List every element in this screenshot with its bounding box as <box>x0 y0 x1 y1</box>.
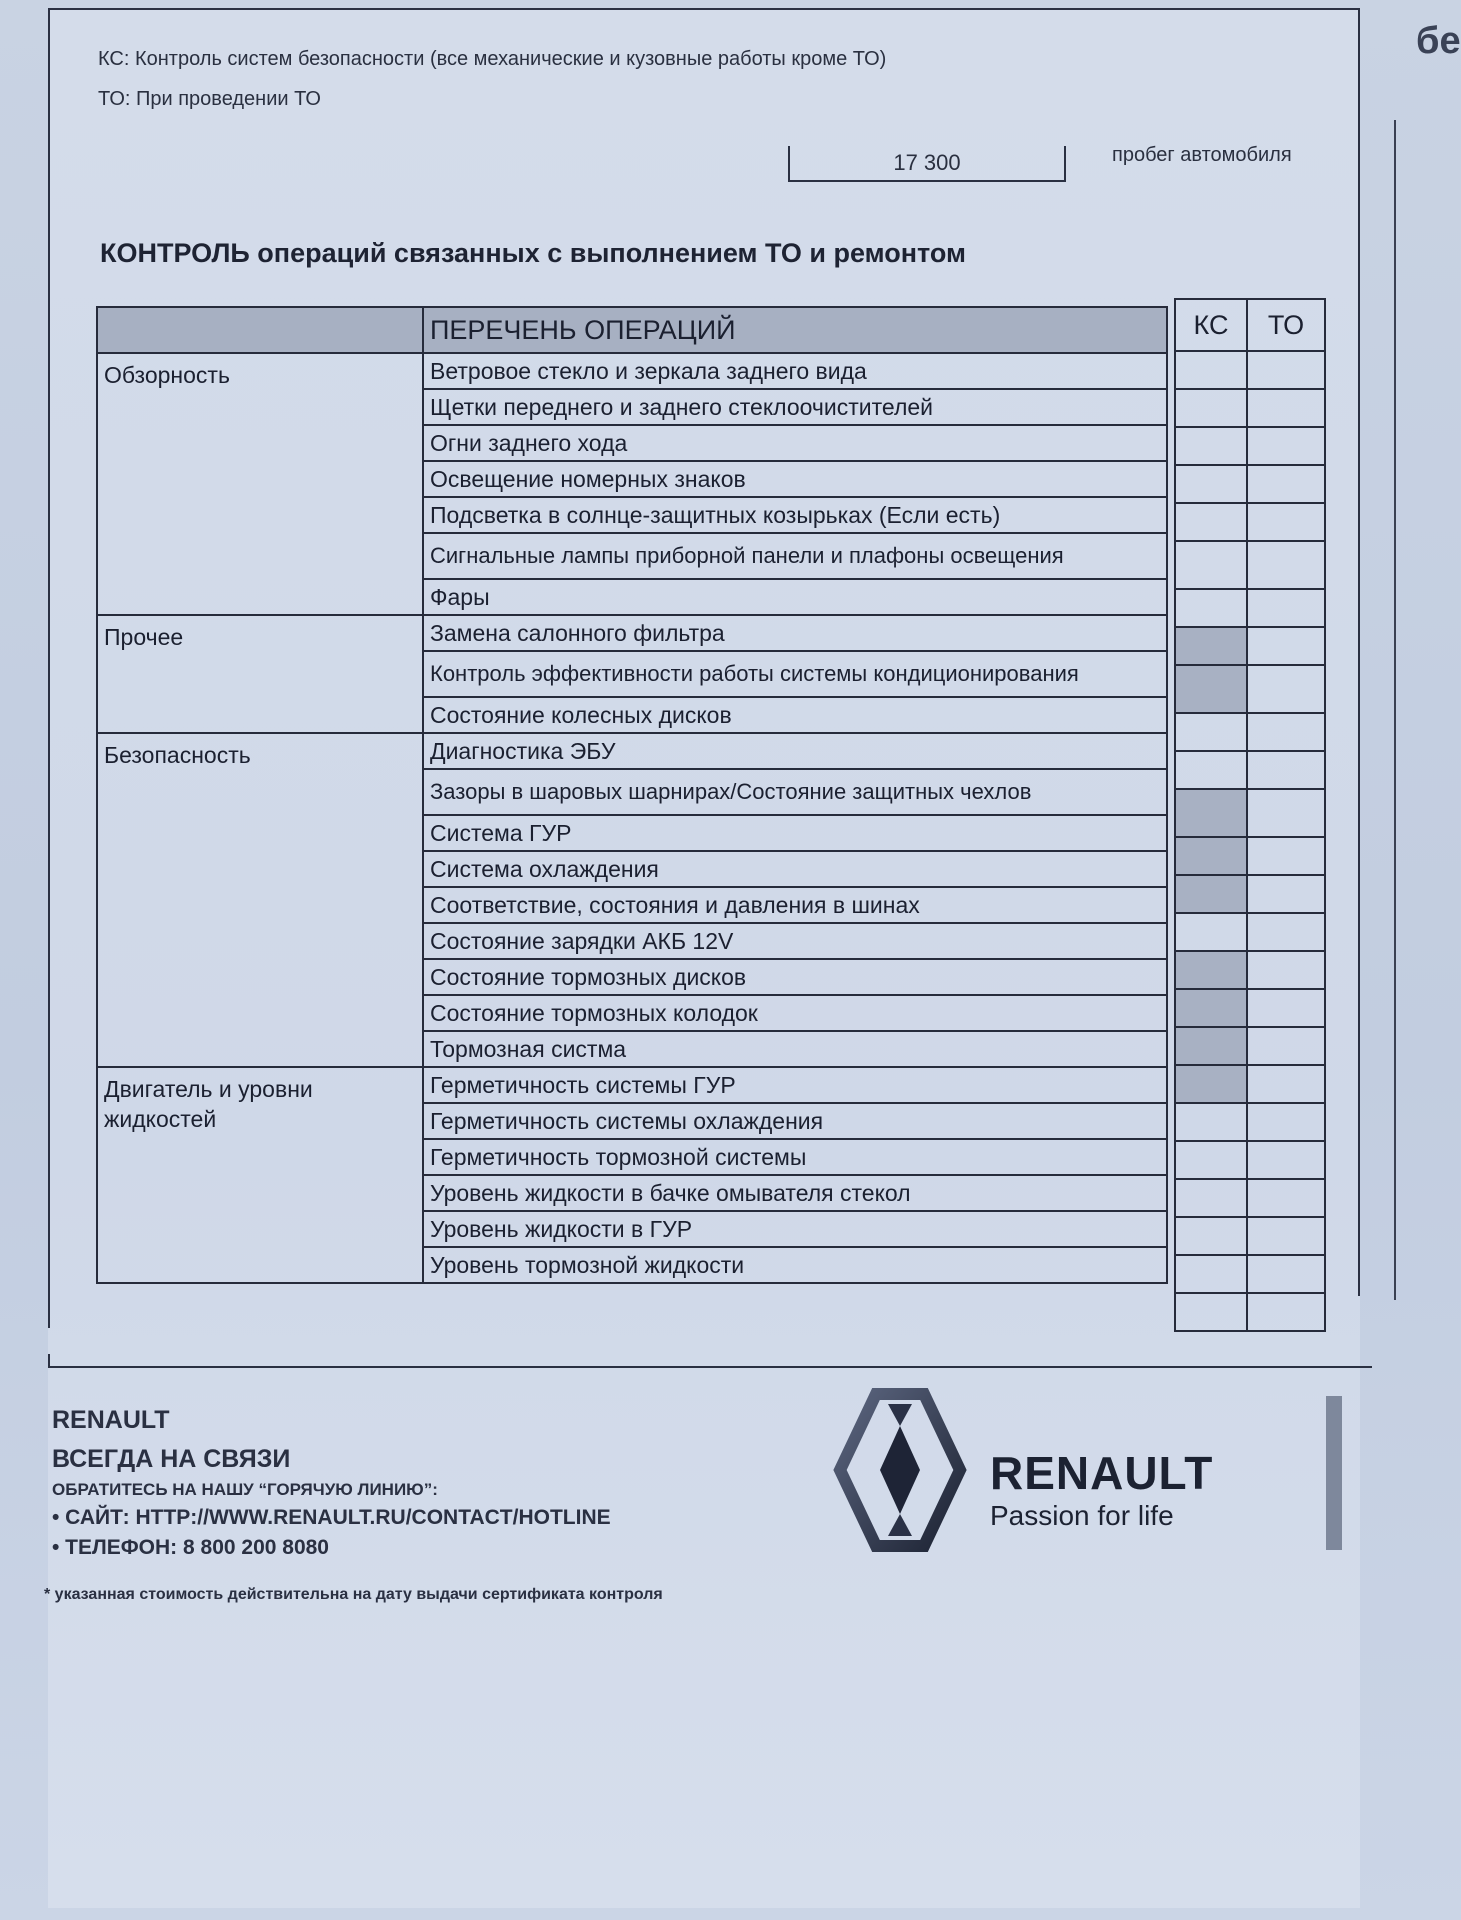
mileage-value: 17 300 <box>788 146 1066 182</box>
to-checkbox-cell[interactable] <box>1247 1293 1325 1331</box>
to-checkbox-cell[interactable] <box>1247 427 1325 465</box>
category-cell: Двигатель и уровни жидкостей <box>97 1067 423 1283</box>
operation-cell: Состояние зарядки АКБ 12V <box>423 923 1167 959</box>
to-checkbox-cell[interactable] <box>1247 1179 1325 1217</box>
to-checkbox-cell[interactable] <box>1247 751 1325 789</box>
ks-checkbox-cell[interactable] <box>1175 427 1247 465</box>
logo-side-bar <box>1326 1396 1342 1550</box>
to-checkbox-cell[interactable] <box>1247 1255 1325 1293</box>
logo-slogan: Passion for life <box>990 1500 1174 1531</box>
footer-tagline: ВСЕГДА НА СВЯЗИ <box>52 1445 291 1473</box>
renault-diamond-logo-icon <box>838 1392 962 1548</box>
check-row <box>1175 1103 1325 1141</box>
ks-checkbox-cell[interactable] <box>1175 665 1247 713</box>
operation-cell: Сигнальные лампы приборной панели и плафоны освещения <box>423 533 1167 579</box>
check-body <box>1175 351 1325 1331</box>
check-row <box>1175 351 1325 389</box>
to-checkbox-cell[interactable] <box>1247 503 1325 541</box>
check-row <box>1175 951 1325 989</box>
check-row <box>1175 1027 1325 1065</box>
frame-bottom-tick <box>48 1354 50 1368</box>
ks-checkbox-cell[interactable] <box>1175 589 1247 627</box>
check-row <box>1175 389 1325 427</box>
footer-hotline-intro: ОБРАТИТЕСЬ НА НАШУ “ГОРЯЧУЮ ЛИНИЮ”: <box>52 1480 438 1499</box>
operation-cell: Состояние тормозных колодок <box>423 995 1167 1031</box>
to-checkbox-cell[interactable] <box>1247 1027 1325 1065</box>
to-checkbox-cell[interactable] <box>1247 465 1325 503</box>
table-row <box>97 615 1167 651</box>
table-row <box>97 353 1167 389</box>
ks-checkbox-cell[interactable] <box>1175 751 1247 789</box>
frame-bottom-line <box>48 1366 1372 1368</box>
check-row <box>1175 1217 1325 1255</box>
ks-header: КС <box>1175 299 1247 351</box>
ks-checkbox-cell[interactable] <box>1175 713 1247 751</box>
ks-checkbox-cell[interactable] <box>1175 1027 1247 1065</box>
operation-cell: Уровень жидкости в ГУР <box>423 1211 1167 1247</box>
ks-checkbox-cell[interactable] <box>1175 1217 1247 1255</box>
to-checkbox-cell[interactable] <box>1247 351 1325 389</box>
operation-cell: Состояние колесных дисков <box>423 697 1167 733</box>
operation-cell: Щетки переднего и заднего стеклоочистителей <box>423 389 1167 425</box>
to-checkbox-cell[interactable] <box>1247 913 1325 951</box>
ks-checkbox-cell[interactable] <box>1175 389 1247 427</box>
frame-right-line <box>1358 8 1360 1296</box>
ks-checkbox-cell[interactable] <box>1175 789 1247 837</box>
check-row <box>1175 1141 1325 1179</box>
ks-checkbox-cell[interactable] <box>1175 541 1247 589</box>
category-cell: Обзорность <box>97 353 423 615</box>
page-title: КОНТРОЛЬ операций связанных с выполнением ТО и ремонтом <box>100 238 967 268</box>
category-header-cell <box>97 307 423 353</box>
check-table <box>1174 298 1326 1332</box>
footer-site: • САЙТ: HTTP://WWW.RENAULT.RU/CONTACT/HOTLINE <box>52 1506 611 1529</box>
check-row <box>1175 1255 1325 1293</box>
operation-cell: Зазоры в шаровых шарнирах/Состояние защитных чехлов <box>423 769 1167 815</box>
ks-checkbox-cell[interactable] <box>1175 951 1247 989</box>
right-vertical-line <box>1394 120 1396 1300</box>
ks-checkbox-cell[interactable] <box>1175 627 1247 665</box>
ks-checkbox-cell[interactable] <box>1175 1065 1247 1103</box>
operation-cell: Герметичность системы охлаждения <box>423 1103 1167 1139</box>
to-checkbox-cell[interactable] <box>1247 837 1325 875</box>
mileage-label: пробег автомобиля <box>1112 144 1292 166</box>
check-row <box>1175 751 1325 789</box>
check-row <box>1175 989 1325 1027</box>
category-cell: Безопасность <box>97 733 423 1067</box>
check-row <box>1175 713 1325 751</box>
operation-cell: Ветровое стекло и зеркала заднего вида <box>423 353 1167 389</box>
edge-text-fragment: бе <box>1416 20 1461 62</box>
operation-cell: Диагностика ЭБУ <box>423 733 1167 769</box>
ks-checkbox-cell[interactable] <box>1175 1141 1247 1179</box>
ks-checkbox-cell[interactable] <box>1175 989 1247 1027</box>
ks-checkbox-cell[interactable] <box>1175 837 1247 875</box>
check-row <box>1175 541 1325 589</box>
table-row <box>97 733 1167 769</box>
check-row <box>1175 837 1325 875</box>
logo-wordmark: RENAULT <box>990 1447 1214 1499</box>
check-row <box>1175 503 1325 541</box>
operation-cell: Герметичность системы ГУР <box>423 1067 1167 1103</box>
to-checkbox-cell[interactable] <box>1247 627 1325 665</box>
operation-cell: Система ГУР <box>423 815 1167 851</box>
ks-checkbox-cell[interactable] <box>1175 1293 1247 1331</box>
to-checkbox-cell[interactable] <box>1247 389 1325 427</box>
check-row <box>1175 427 1325 465</box>
legend-ks: КС: Контроль систем безопасности (все механические и кузовные работы кроме ТО) <box>98 48 887 70</box>
ks-checkbox-cell[interactable] <box>1175 465 1247 503</box>
category-cell: Прочее <box>97 615 423 733</box>
ks-checkbox-cell[interactable] <box>1175 1103 1247 1141</box>
operation-cell: Подсветка в солнце-защитных козырьках (Если есть) <box>423 497 1167 533</box>
legend-to: ТО: При проведении ТО <box>98 88 321 110</box>
to-checkbox-cell[interactable] <box>1247 1217 1325 1255</box>
operation-cell: Контроль эффективности работы системы кондиционирования <box>423 651 1167 697</box>
footnote: * указанная стоимость действительна на дату выдачи сертификата контроля <box>44 1586 663 1603</box>
to-checkbox-cell[interactable] <box>1247 1141 1325 1179</box>
operation-cell: Уровень жидкости в бачке омывателя стекол <box>423 1175 1167 1211</box>
operation-cell: Уровень тормозной жидкости <box>423 1247 1167 1283</box>
operation-cell: Освещение номерных знаков <box>423 461 1167 497</box>
check-row <box>1175 1293 1325 1331</box>
ks-checkbox-cell[interactable] <box>1175 1179 1247 1217</box>
ks-checkbox-cell[interactable] <box>1175 351 1247 389</box>
to-checkbox-cell[interactable] <box>1247 951 1325 989</box>
operation-cell: Замена салонного фильтра <box>423 615 1167 651</box>
ks-checkbox-cell[interactable] <box>1175 875 1247 913</box>
operation-cell: Фары <box>423 579 1167 615</box>
to-checkbox-cell[interactable] <box>1247 589 1325 627</box>
check-row <box>1175 875 1325 913</box>
check-row <box>1175 627 1325 665</box>
ks-checkbox-cell[interactable] <box>1175 503 1247 541</box>
frame-top-line <box>48 8 1360 10</box>
check-row <box>1175 789 1325 837</box>
ks-checkbox-cell[interactable] <box>1175 913 1247 951</box>
to-checkbox-cell[interactable] <box>1247 1065 1325 1103</box>
check-row <box>1175 589 1325 627</box>
operations-body <box>97 353 1167 1283</box>
operations-header: ПЕРЕЧЕНЬ ОПЕРАЦИЙ <box>423 307 1167 353</box>
to-checkbox-cell[interactable] <box>1247 713 1325 751</box>
to-checkbox-cell[interactable] <box>1247 1103 1325 1141</box>
ks-checkbox-cell[interactable] <box>1175 1255 1247 1293</box>
operation-cell: Состояние тормозных дисков <box>423 959 1167 995</box>
check-row <box>1175 665 1325 713</box>
to-checkbox-cell[interactable] <box>1247 989 1325 1027</box>
to-checkbox-cell[interactable] <box>1247 665 1325 713</box>
operation-cell: Тормозная систма <box>423 1031 1167 1067</box>
to-checkbox-cell[interactable] <box>1247 541 1325 589</box>
check-row <box>1175 1065 1325 1103</box>
check-row <box>1175 913 1325 951</box>
operation-cell: Система охлаждения <box>423 851 1167 887</box>
operations-table <box>96 306 1168 1284</box>
operation-cell: Герметичность тормозной системы <box>423 1139 1167 1175</box>
frame-left-line <box>48 8 50 1328</box>
to-checkbox-cell[interactable] <box>1247 875 1325 913</box>
operation-cell: Соответствие, состояния и давления в шинах <box>423 887 1167 923</box>
footer-phone: • ТЕЛЕФОН: 8 800 200 8080 <box>52 1536 329 1559</box>
operation-cell: Огни заднего хода <box>423 425 1167 461</box>
to-header: ТО <box>1247 299 1325 351</box>
footer-contact <box>52 1406 611 1560</box>
to-checkbox-cell[interactable] <box>1247 789 1325 837</box>
check-row <box>1175 1179 1325 1217</box>
check-row <box>1175 465 1325 503</box>
table-row <box>97 1067 1167 1103</box>
footer-brand: RENAULT <box>52 1406 170 1434</box>
